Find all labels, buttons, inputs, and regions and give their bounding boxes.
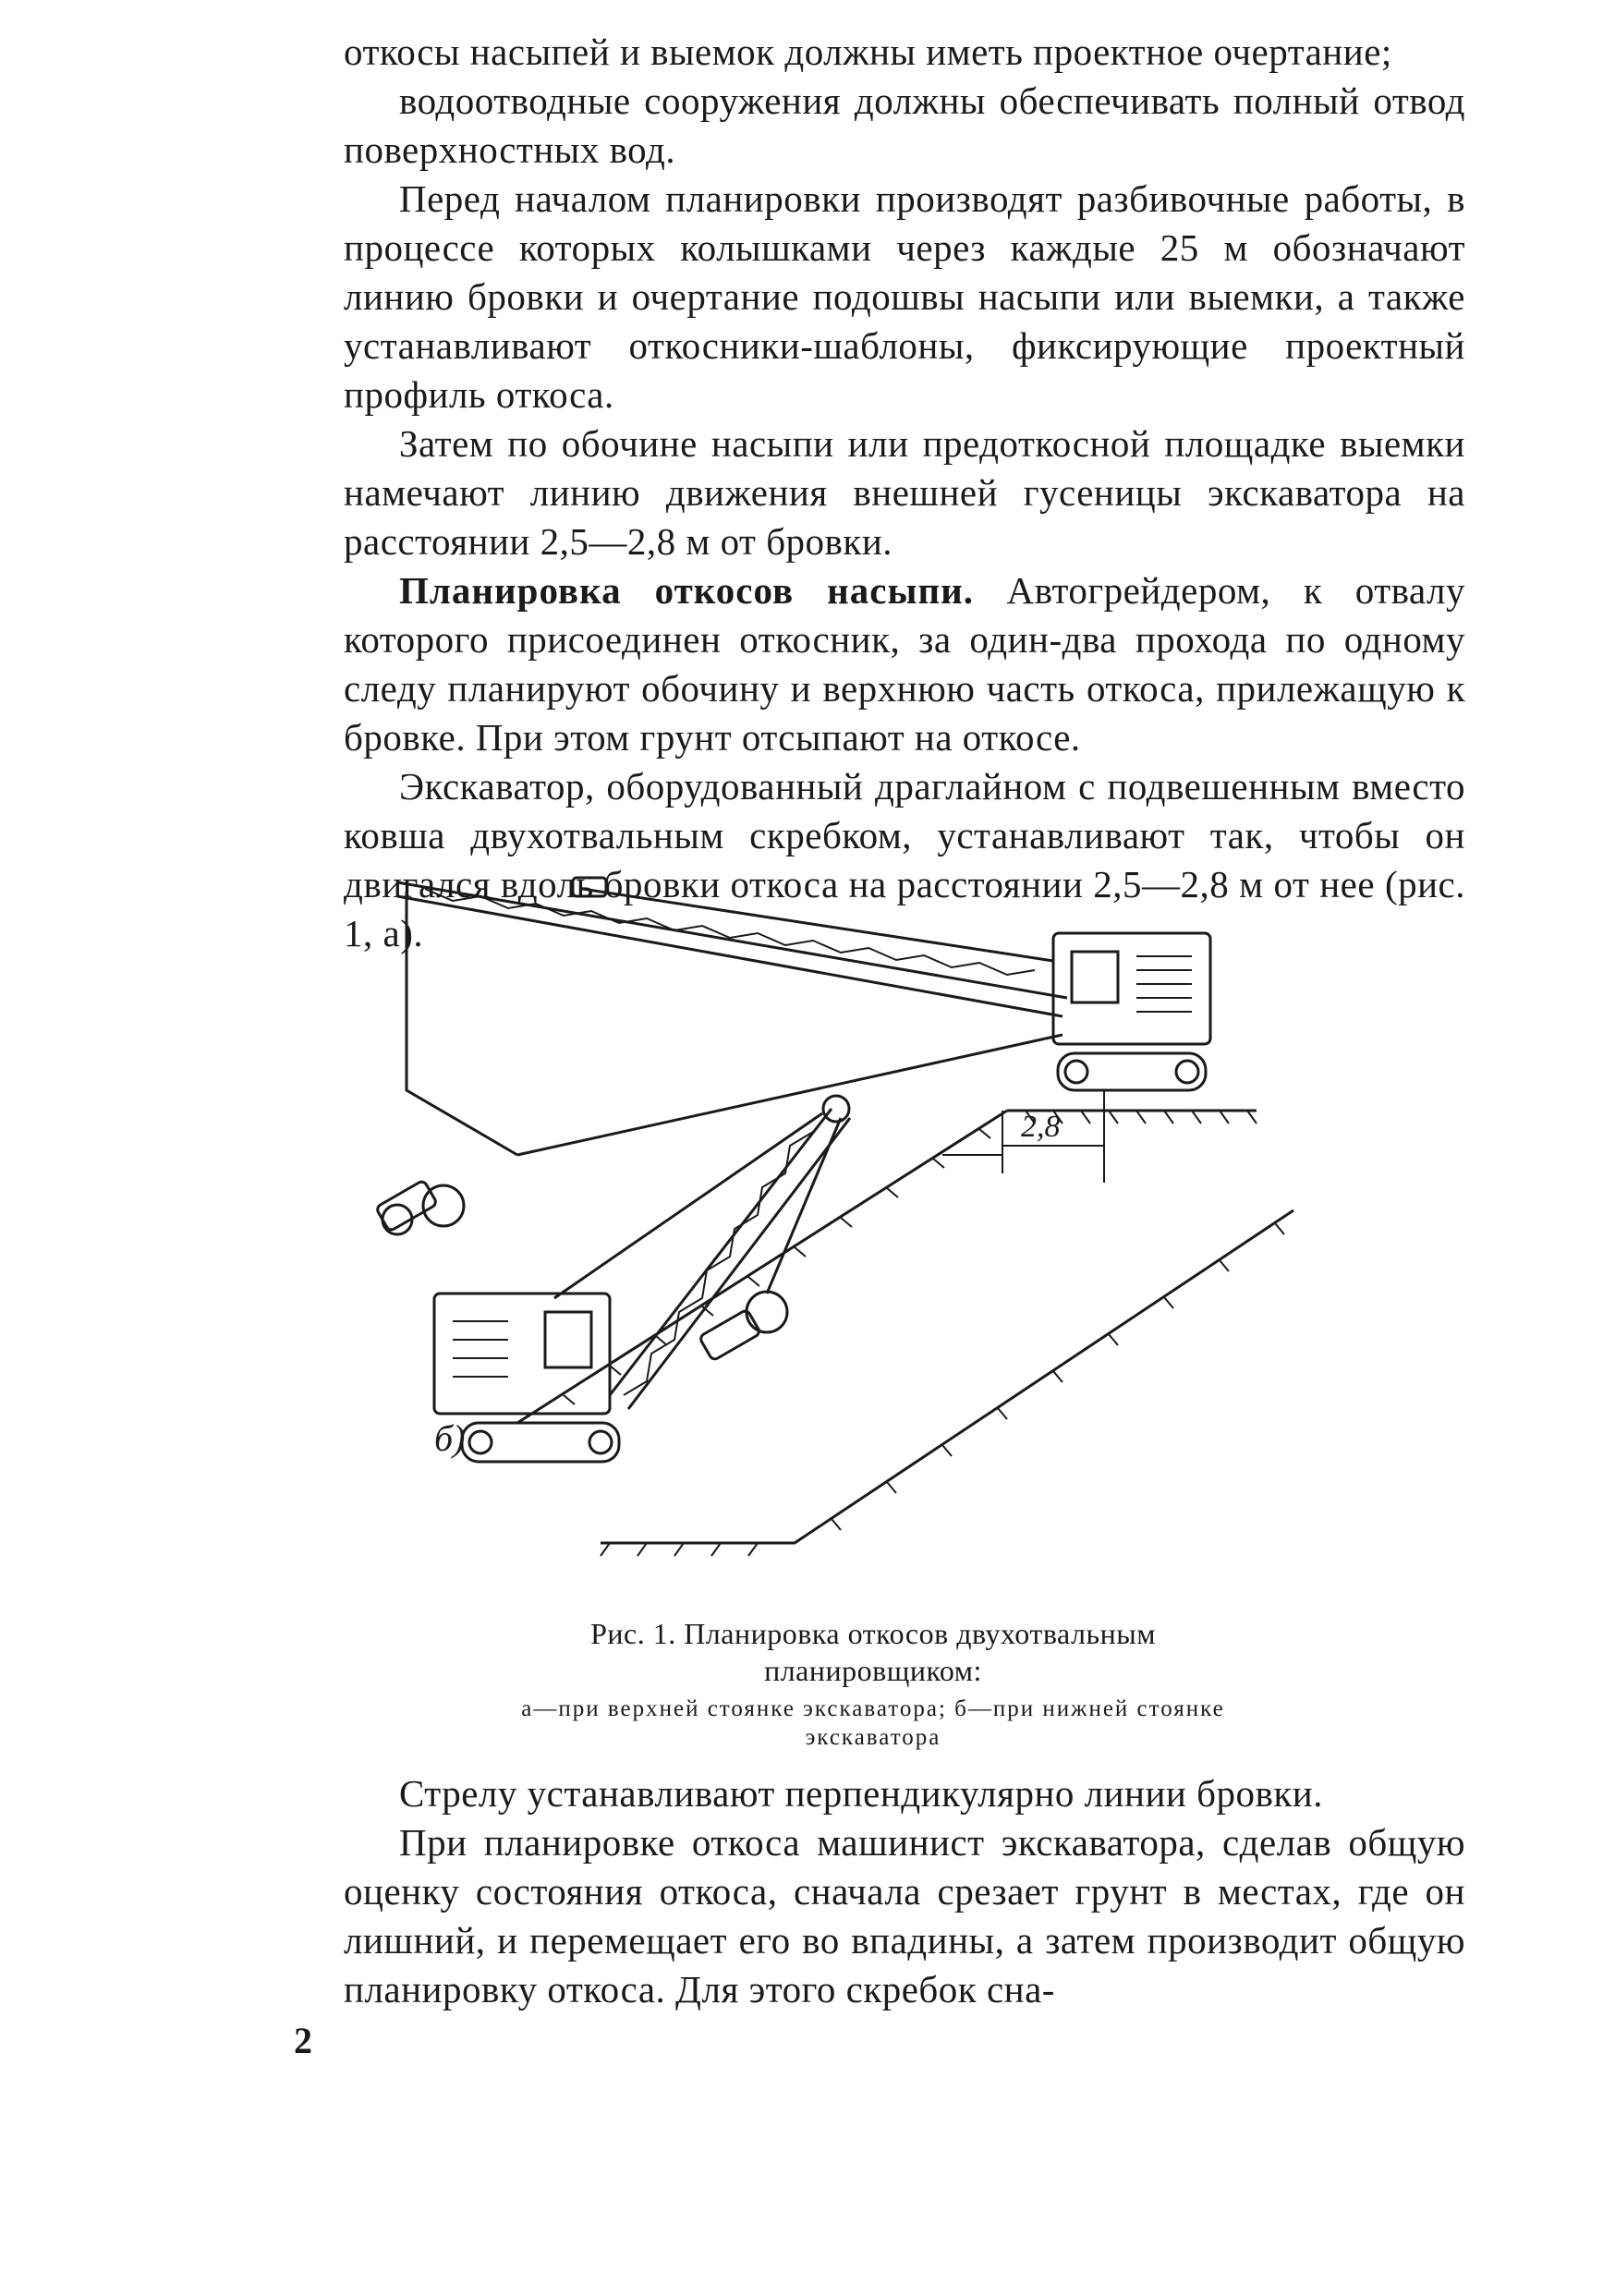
section-heading: Планировка откосов насыпи. xyxy=(399,569,974,612)
upper-boom-pulley xyxy=(573,878,606,896)
paragraph-drainage: водоотводные сооружения должны обеспечивать полный отвод поверхностных вод. xyxy=(344,79,1465,171)
paragraph-slopes: откосы насыпей и выемок должны иметь проектное очертание; xyxy=(344,30,1392,73)
dimension-label: 2,8 xyxy=(1021,1110,1061,1144)
page-number: 2 xyxy=(294,2020,312,2061)
paragraph-embankment-planning xyxy=(344,566,1465,762)
upper-cab-grille xyxy=(1136,956,1192,1012)
upper-ground-hatching xyxy=(564,1111,1257,1404)
lower-cab-grille xyxy=(453,1321,508,1377)
upper-track xyxy=(1058,1053,1206,1090)
paragraph-boom-position: Стрелу устанавливают перпендикулярно линии бровки. xyxy=(399,1772,1323,1815)
bottom-text-block xyxy=(344,1769,1465,2014)
paragraph-operator-planning: При планировке откоса машинист экскаватора, сделав общую оценку состояния откоса, сначала срезает грунт в местах, где он лишний, и перемещает его во впадины, а затем производит общую планировку откоса. Для этого скребок сна- xyxy=(344,1821,1465,2011)
figure-1 xyxy=(434,878,1293,1589)
upper-cab-window xyxy=(1072,952,1118,1002)
top-text-block xyxy=(344,28,1465,958)
upper-boom-cable xyxy=(582,889,1053,961)
figure-caption xyxy=(480,1615,1266,1752)
excavator-illustration xyxy=(434,878,1293,1589)
upper-slope-line xyxy=(517,1111,1007,1423)
section-body: Автогрейдером, к отвалу которого присоединен откосник, за один-два прохода по одному следу планируют обочину и верхнюю часть откоса, прилежащую к бровке. При этом грунт отсыпают на откосе. xyxy=(344,569,1465,759)
lower-boom xyxy=(610,1109,832,1395)
paragraph-track-line: Затем по обочине насыпи или предоткосной площадке выемки намечают линию движения внешней гусеницы экскаватора на расстоянии 2,5—2,8 м от бровки. xyxy=(344,422,1465,563)
paragraph-layout-works: Перед началом планировки производят разбивочные работы, в процессе которых колышками через каждые 25 м обозначают линию бровки и очертание подошвы насыпи или выемки, а также устанавливают откосники-шаблоны, фиксирующие проектный профиль откоса. xyxy=(344,177,1465,416)
caption-title: Рис. 1. Планировка откосов двухотвальным планировщиком: xyxy=(590,1617,1156,1687)
lower-track xyxy=(462,1423,619,1462)
upper-excavator-cab xyxy=(1053,933,1210,1044)
paragraph-excavator: Экскаватор, оборудованный драглайном с подвешенным вместо ковша двухотвальным скребком, устанавливают так, чтобы он двигался вдоль бровки откоса на расстоянии 2,5—2,8 м от нее (рис. 1, а). xyxy=(344,765,1465,954)
scraper-a xyxy=(376,1180,464,1234)
lower-boom-head xyxy=(823,1096,849,1122)
caption-subtitle: а—при верхней стоянке экскаватора; б—при нижней стоянке экскаватора xyxy=(521,1696,1225,1750)
panel-b-label: б) xyxy=(434,1417,466,1459)
scraper-b xyxy=(699,1292,787,1361)
lower-cab-window xyxy=(545,1312,591,1367)
lower-slope-line xyxy=(601,1210,1293,1543)
